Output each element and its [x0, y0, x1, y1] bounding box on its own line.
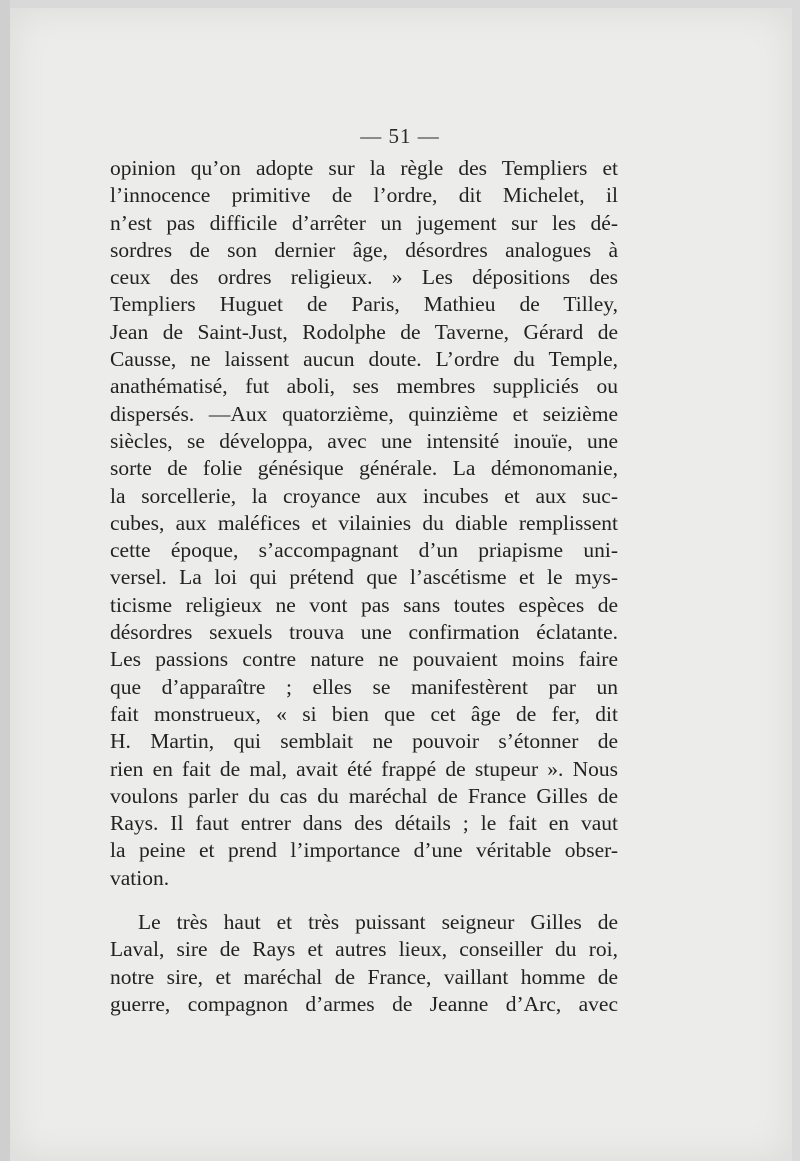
text-line: rien en fait de mal, avait été frappé de stupeur ». Nous: [110, 756, 618, 781]
text-line: que d’apparaître ; elles se manifestèrent par un: [110, 674, 618, 699]
text-line: ceux des ordres religieux. » Les dépositions des: [110, 265, 618, 290]
text-line: Laval, sire de Rays et autres lieux, conseiller du roi,: [110, 937, 618, 962]
paragraph-spacing: [110, 892, 618, 909]
text-line: Le très haut et très puissant seigneur Gilles de: [138, 910, 618, 935]
text-line: n’est pas difficile d’arrêter un jugement sur les dé-: [110, 210, 618, 235]
text-line: sordres de son dernier âge, désordres analogues à: [110, 237, 618, 262]
text-line: Les passions contre nature ne pouvaient moins faire: [110, 647, 618, 672]
text-line: vation.: [110, 865, 170, 890]
text-line: cubes, aux maléfices et vilainies du diable remplissent: [110, 510, 618, 535]
paragraph-2: [110, 909, 618, 1018]
paragraph-1: [110, 155, 618, 892]
text-line: l’innocence primitive de l’ordre, dit Michelet, il: [110, 183, 618, 208]
text-line: cette époque, s’accompagnant d’un priapisme uni-: [110, 538, 618, 563]
scan-left-margin: [0, 0, 10, 1161]
text-line: Rays. Il faut entrer dans des détails ; le fait en vaut: [110, 811, 618, 836]
text-line: Templiers Huguet de Paris, Mathieu de Tilley,: [110, 292, 618, 317]
text-line: anathématisé, fut aboli, ses membres suppliciés ou: [110, 374, 618, 399]
text-line: versel. La loi qui prétend que l’ascétisme et le mys-: [110, 565, 618, 590]
text-line: dispersés. —Aux quatorzième, quinzième et seizième: [110, 401, 618, 426]
text-line: guerre, compagnon d’armes de Jeanne d’Arc, avec: [110, 991, 618, 1016]
text-line: siècles, se développa, avec une intensité inouïe, une: [110, 428, 618, 453]
text-line: fait monstrueux, « si bien que cet âge de fer, dit: [110, 701, 618, 726]
text-line: ticisme religieux ne vont pas sans toutes espèces de: [110, 592, 618, 617]
text-line: voulons parler du cas du maréchal de France Gilles de: [110, 783, 618, 808]
text-line: Causse, ne laissent aucun doute. L’ordre du Temple,: [110, 347, 618, 372]
body-text: [110, 155, 618, 1018]
text-line: sorte de folie génésique générale. La démonomanie,: [110, 456, 618, 481]
page-number: — 51 —: [360, 124, 440, 148]
text-line: la peine et prend l’importance d’une véritable obser-: [110, 838, 618, 863]
text-line: la sorcellerie, la croyance aux incubes et aux suc-: [110, 483, 618, 508]
text-line: Jean de Saint-Just, Rodolphe de Taverne, Gérard de: [110, 319, 618, 344]
text-line: désordres sexuels trouva une confirmation éclatante.: [110, 620, 618, 645]
text-line: H. Martin, qui semblait ne pouvoir s’étonner de: [110, 729, 618, 754]
text-line: opinion qu’on adopte sur la règle des Templiers et: [110, 156, 618, 180]
text-line: notre sire, et maréchal de France, vaillant homme de: [110, 964, 618, 989]
